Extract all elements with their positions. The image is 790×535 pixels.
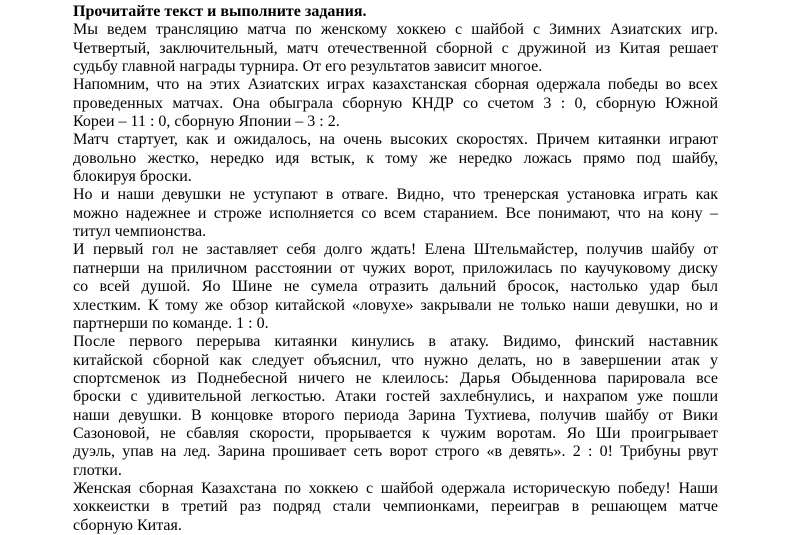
text-line: хоккеистки в третий раз подряд стали чемпионками, переиграв в решающем матче bbox=[73, 498, 718, 516]
text-line: сборную Китая. bbox=[73, 516, 182, 534]
text-line: И первый гол не заставляет себя долго ждать! Елена Штельмайстер, получив шайбу от bbox=[73, 241, 718, 259]
text-line: Но и наши девушки не уступают в отваге. Видно, что тренерская установка играть как bbox=[73, 186, 718, 204]
text-line: дуэль, упав на лед. Зарина прошивает сеть ворот строго «в девять». 2 : 0! Трибуны рвут bbox=[73, 443, 718, 461]
text-line: Четвертый, заключительный, матч отечественной сборной с дружиной из Китая решает bbox=[73, 39, 718, 57]
text-line: хлестким. К тому же обзор китайской «ловухе» закрывали не только наши девушки, но и bbox=[73, 296, 718, 314]
paragraph bbox=[73, 21, 718, 76]
text-line: наши девушки. В концовке второго периода Зарина Тухтиева, получив шайбу от Вики bbox=[73, 406, 718, 424]
text-line: Женская сборная Казахстана по хоккею с шайбой одержала историческую победу! Наши bbox=[73, 479, 718, 497]
text-line: спортсменок из Поднебесной ничего не клеилось: Дарья Обыденнова парировала все bbox=[73, 369, 718, 387]
paragraph bbox=[73, 186, 718, 241]
paragraph bbox=[73, 333, 718, 480]
text-line: блокируя броски. bbox=[73, 168, 192, 186]
document-heading: Прочитайте текст и выполните задания. bbox=[73, 3, 367, 20]
text-line: можно надежнее и строже исполняется со всем старанием. Все понимают, что на кону – bbox=[73, 204, 718, 222]
text-line: Напомним, что на этих Азиатских играх казахстанская сборная одержала победы во всех bbox=[73, 76, 718, 94]
text-line: судьбу главной награды турнира. От его результатов зависит многое. bbox=[73, 58, 543, 76]
text-line: патнерши на приличном расстоянии от чужих ворот, приложилась по каучуковому диску bbox=[73, 259, 718, 277]
text-line: Кореи – 11 : 0, сборную Японии – 3 : 2. bbox=[73, 113, 340, 131]
text-line: броски с удивительной легкостью. Атаки гостей захлебнулись, и нахрапом уже пошли bbox=[73, 388, 718, 406]
text-line: Матч стартует, как и ожидалось, на очень высоких скоростях. Причем китаянки играют bbox=[73, 131, 718, 149]
text-body bbox=[73, 21, 718, 535]
paragraph bbox=[73, 131, 718, 186]
text-line: китайской сборной как следует объяснил, что нужно делать, но в завершении атак у bbox=[73, 351, 718, 369]
text-line: Сазоновой, не сбавляя скорости, прорывается к чужим воротам. Яо Ши проигрывает bbox=[73, 424, 718, 442]
text-line: партнерши по команде. 1 : 0. bbox=[73, 314, 269, 332]
text-line: проведенных матчах. Она обыграла сборную КНДР со счетом 3 : 0, сборную Южной bbox=[73, 94, 718, 112]
text-line: Мы ведем трансляцию матча по женскому хоккею с шайбой с Зимних Азиатских игр. bbox=[73, 21, 718, 39]
paragraph bbox=[73, 76, 718, 131]
paragraph bbox=[73, 241, 718, 333]
text-line: глотки. bbox=[73, 461, 122, 479]
document-page bbox=[73, 3, 718, 535]
text-line: со всей душой. Яо Шине не сумела отразить дальний бросок, настолько удар был bbox=[73, 278, 718, 296]
paragraph bbox=[73, 480, 718, 535]
text-line: титул чемпионства. bbox=[73, 223, 207, 241]
text-line: довольно жестко, нередко идя встык, к тому же нередко ложась прямо под шайбу, bbox=[73, 149, 718, 167]
text-line: После первого перерыва китаянки кинулись в атаку. Видимо, финский наставник bbox=[73, 333, 718, 351]
